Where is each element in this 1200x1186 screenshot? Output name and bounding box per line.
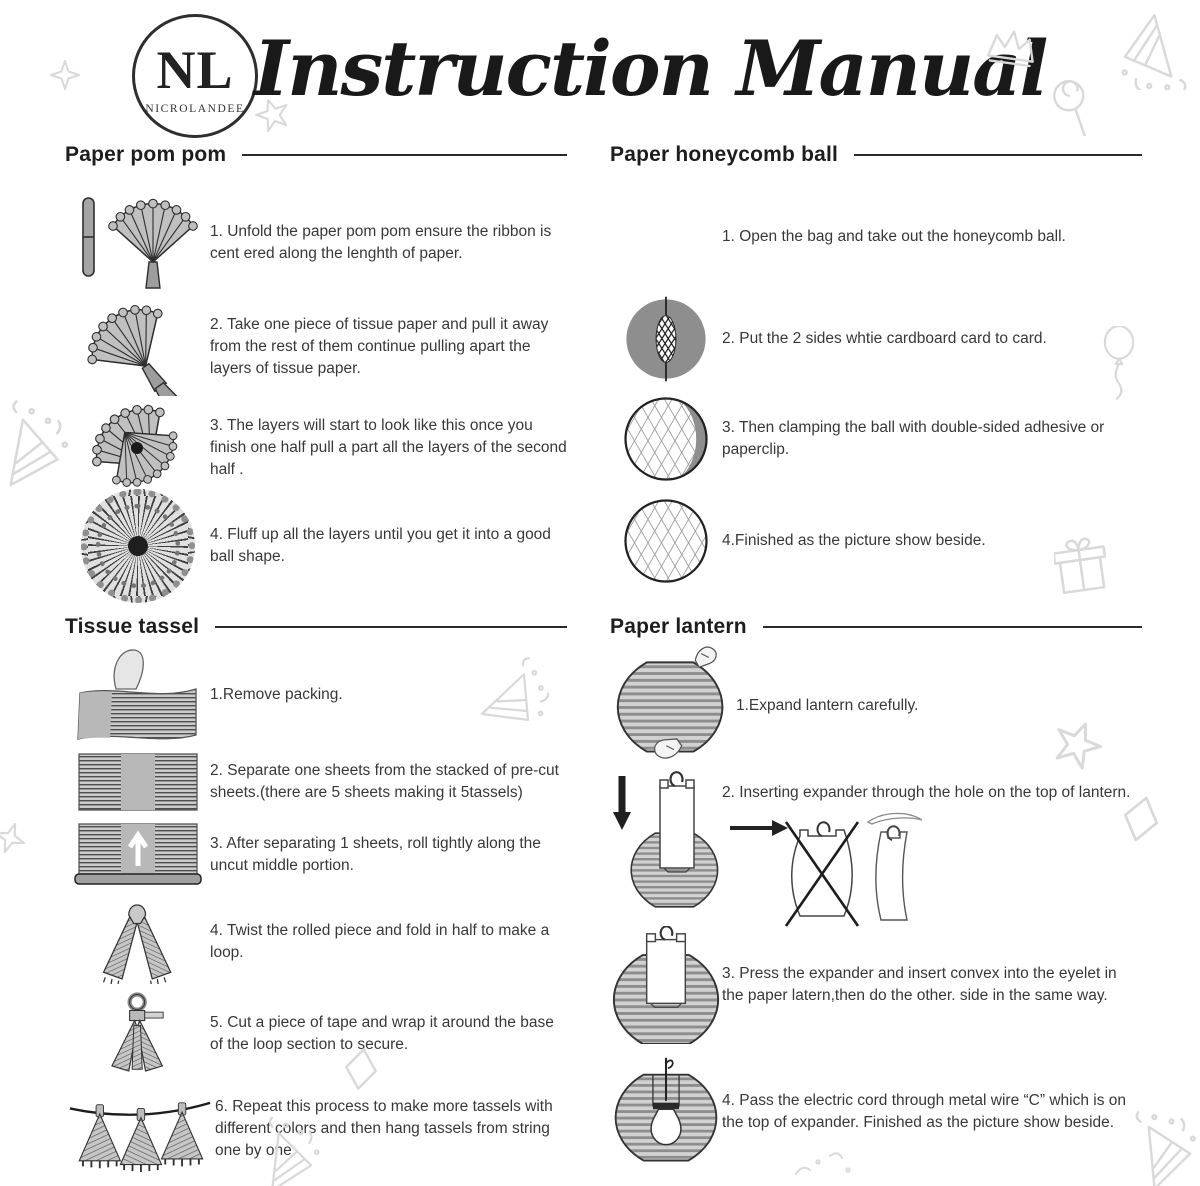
honeycomb-step-3 (610, 394, 1142, 484)
step-text: 2. Put the 2 sides whtie cardboard card to card. (722, 330, 1047, 348)
tassel-step1-figure (65, 645, 210, 745)
pom-pom-step3-figure (65, 402, 210, 494)
lollipop-doodle (1046, 78, 1098, 136)
pom-pom-ball-illustration (81, 489, 195, 603)
tassel-step5-figure (65, 992, 210, 1076)
step-text: 6. Repeat this process to make more tassels with different colors and then hang tassels from string one by one. (215, 1098, 553, 1159)
honeycomb-step-2 (610, 294, 1142, 384)
tassel-step-4 (65, 900, 567, 984)
lantern-step3-figure (610, 926, 722, 1044)
section-title: Tissue tassel (65, 615, 200, 638)
step-text: 2. Take one piece of tissue paper and pull it away from the rest of them continue pulling apart the layers of tissue paper. (210, 316, 549, 377)
step-text: 1. Open the bag and take out the honeycomb ball. (722, 228, 1066, 246)
honeycomb-step2-figure (610, 294, 722, 384)
party-hat-doodle (0, 396, 70, 488)
tassel-step6-figure (65, 1086, 215, 1172)
tassel-step-6 (65, 1086, 567, 1172)
sparkle-doodle (0, 822, 26, 854)
step-text: 4. Pass the electric cord through metal wire “C” which is on the top of expander. Finished as the picture show beside. (722, 1092, 1127, 1131)
step-text: 3. Press the expander and insert convex into the eyelet in the paper latern,then do the other. side in the same way. (722, 965, 1117, 1004)
tassel-step2-figure (65, 752, 210, 812)
left-column (65, 140, 567, 1172)
section-pom-pom-heading (65, 140, 567, 170)
tassel-step3-figure (65, 822, 210, 888)
step-text: 2. Separate one sheets from the stacked of pre-cut sheets.(there are 5 sheets making it 5tassels) (210, 762, 559, 801)
brand-initials: NL (156, 40, 234, 100)
step-text: 1.Remove packing. (210, 686, 343, 704)
section-tassel-heading (65, 612, 567, 642)
step-text: 4. Twist the rolled piece and fold in half to make a loop. (210, 922, 550, 961)
tassel-step-5 (65, 992, 567, 1076)
pom-pom-step-4 (65, 500, 567, 592)
section-title: Paper lantern (610, 615, 747, 638)
pom-pom-step4-figure (65, 489, 210, 603)
step-text: 1.Expand lantern carefully. (736, 697, 919, 715)
lantern-step1-figure (610, 644, 736, 768)
pom-pom-step-1 (65, 194, 567, 292)
section-title: Paper honeycomb ball (610, 143, 839, 166)
lantern-step4-figure (610, 1056, 722, 1168)
page-title: Instruction Manual (253, 23, 1047, 113)
lantern-expander-comparison-figure (722, 812, 937, 930)
honeycomb-step-4 (610, 496, 1142, 586)
pom-pom-step-2 (65, 298, 567, 396)
section-rule (242, 154, 567, 156)
step-text: 3. Then clamping the ball with double-sided adhesive or paperclip. (722, 419, 1105, 458)
pom-pom-step2-figure (65, 298, 210, 396)
right-column (610, 140, 1142, 1168)
sparkle-doodle (50, 60, 80, 90)
lantern-step-3 (610, 926, 1142, 1044)
confetti-cone-doodle (1110, 2, 1194, 90)
section-rule (215, 626, 567, 628)
step-text: 1. Unfold the paper pom pom ensure the ribbon is cent ered along the lenghth of paper. (210, 223, 552, 262)
honeycomb-step1-figure (610, 194, 722, 280)
honeycomb-step3-figure (610, 394, 722, 484)
tassel-step-3 (65, 822, 567, 888)
step-text: 4.Finished as the picture show beside. (722, 532, 986, 550)
pom-pom-step-3 (65, 402, 567, 494)
lantern-step-2 (610, 768, 1142, 926)
lantern-step2-content (722, 768, 1130, 930)
tassel-step-2 (65, 752, 567, 812)
step-text: 2. Inserting expander through the hole on the top of lantern. (722, 784, 1131, 801)
honeycomb-step-1 (610, 194, 1142, 280)
brand-logo (132, 14, 258, 138)
section-honeycomb-heading (610, 140, 1142, 170)
brand-name: NICROLANDEE (145, 103, 245, 115)
lantern-step-1 (610, 644, 1142, 768)
section-rule (854, 154, 1142, 156)
step-text: 3. The layers will start to look like this once you finish one half pull a part all the layers of the second half . (210, 417, 567, 478)
step-text: 3. After separating 1 sheets, roll tightly along the uncut middle portion. (210, 835, 541, 874)
section-lantern-heading (610, 612, 1142, 642)
honeycomb-step4-figure (610, 496, 722, 586)
tassel-step4-figure (65, 900, 210, 984)
section-title: Paper pom pom (65, 143, 227, 166)
lantern-step-4 (610, 1056, 1142, 1168)
step-text: 5. Cut a piece of tape and wrap it around the base of the loop section to secure. (210, 1014, 554, 1053)
section-rule (763, 626, 1142, 628)
tassel-step-1 (65, 646, 567, 744)
lantern-step2-figure (610, 768, 722, 918)
step-text: 4. Fluff up all the layers until you get it into a good ball shape. (210, 526, 551, 565)
pom-pom-step1-figure (65, 194, 210, 292)
